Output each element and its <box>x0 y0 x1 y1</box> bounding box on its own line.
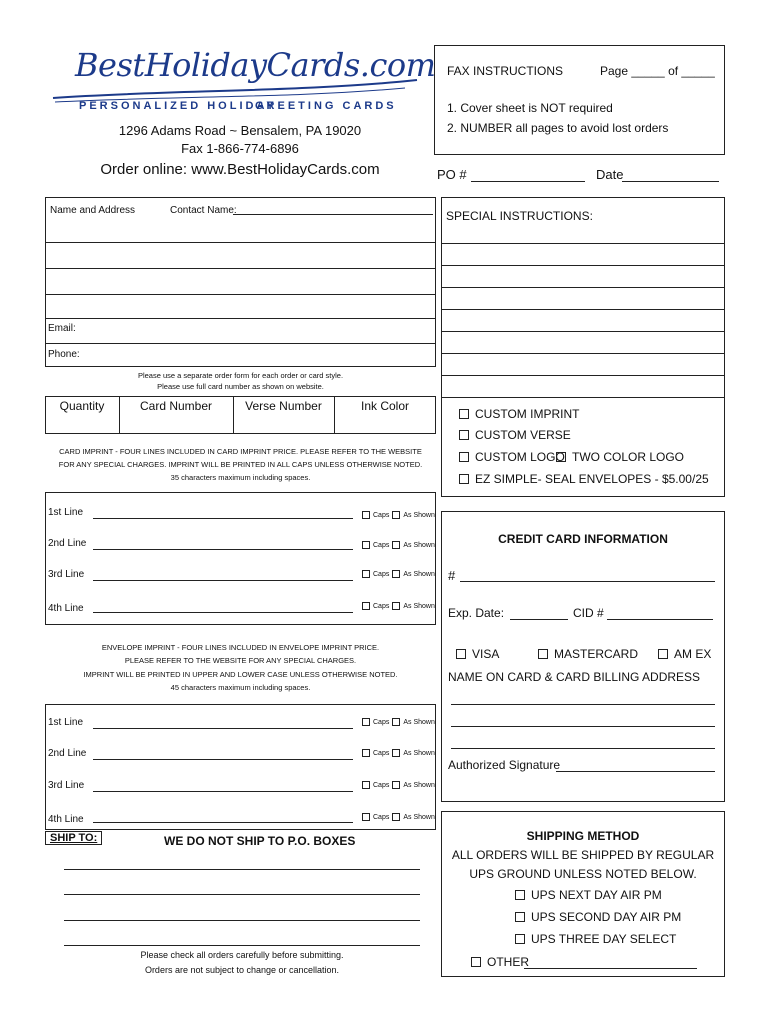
tagline-right: GREETING CARDS <box>255 100 397 112</box>
checkbox-icon[interactable] <box>362 570 370 578</box>
contact-name-field[interactable] <box>233 214 433 215</box>
card-imprint-text-2: FOR ANY SPECIAL CHARGES. IMPRINT WILL BE PRINTED IN ALL CAPS UNLESS OTHERWISE NOTED. <box>58 460 423 469</box>
divider <box>441 397 725 398</box>
cid-label: CID # <box>573 606 604 620</box>
as-shown-label: As Shown <box>403 813 435 821</box>
checkbox-icon[interactable] <box>556 452 566 462</box>
fax-note-2: 2. NUMBER all pages to avoid lost orders <box>447 121 669 135</box>
cid-field[interactable] <box>607 619 713 620</box>
check-orders-note: Please check all orders carefully before submitting. <box>140 950 344 960</box>
card-line-1-field[interactable] <box>93 518 353 519</box>
visa-label: VISA <box>472 647 500 661</box>
option-custom-imprint[interactable] <box>459 407 579 421</box>
checkbox-icon[interactable] <box>392 602 400 610</box>
envelope-line-2-field[interactable] <box>93 759 353 760</box>
envelope-line-2-options[interactable] <box>362 749 438 757</box>
envelope-line-1-label: 1st Line <box>48 717 84 728</box>
card-line-3-label: 3rd Line <box>48 569 85 580</box>
shipping-line-2: UPS GROUND UNLESS NOTED BELOW. <box>469 867 697 881</box>
option-label: CUSTOM IMPRINT <box>475 407 580 421</box>
divider <box>45 294 436 295</box>
envelope-line-2-label: 2nd Line <box>48 748 87 759</box>
checkbox-icon[interactable] <box>362 813 370 821</box>
checkbox-icon[interactable] <box>658 649 668 659</box>
divider <box>45 318 436 319</box>
divider <box>441 243 725 244</box>
divider <box>45 242 436 243</box>
checkbox-icon[interactable] <box>515 912 525 922</box>
as-shown-label: As Shown <box>403 511 435 519</box>
card-line-4-field[interactable] <box>93 612 353 613</box>
po-label: PO # <box>437 167 467 182</box>
no-po-boxes: WE DO NOT SHIP TO P.O. BOXES <box>164 834 356 848</box>
mastercard-option[interactable] <box>538 647 638 661</box>
billing-line-3[interactable] <box>451 748 715 749</box>
as-shown-label: As Shown <box>403 749 435 757</box>
po-field[interactable] <box>471 181 585 182</box>
full-card-number-note: Please use full card number as shown on website. <box>157 382 324 391</box>
envelope-imprint-text-1: ENVELOPE IMPRINT - FOUR LINES INCLUDED IN ENVELOPE IMPRINT PRICE. <box>101 643 380 652</box>
option-two-color-logo[interactable] <box>556 450 684 464</box>
option-custom-logo[interactable] <box>459 450 565 464</box>
caps-label: Caps <box>373 511 390 519</box>
checkbox-icon[interactable] <box>538 649 548 659</box>
envelope-imprint-text-2: PLEASE REFER TO THE WEBSITE FOR ANY SPECIAL CHARGES. <box>124 656 357 665</box>
card-line-4-label: 4th Line <box>48 603 84 614</box>
envelope-line-1-options[interactable] <box>362 718 438 726</box>
as-shown-label: As Shown <box>403 570 435 578</box>
option-custom-verse[interactable] <box>459 428 571 442</box>
fax-page-count: Page _____ of _____ <box>600 64 715 78</box>
contact-name-label: Contact Name: <box>170 205 237 216</box>
option-label: UPS SECOND DAY AIR PM <box>531 910 682 924</box>
card-number-field[interactable] <box>460 581 715 582</box>
as-shown-label: As Shown <box>403 718 435 726</box>
ups-three-day-option[interactable] <box>515 932 676 946</box>
option-ez-seal[interactable] <box>459 472 709 486</box>
billing-line-2[interactable] <box>451 726 715 727</box>
checkbox-icon[interactable] <box>362 602 370 610</box>
name-address-label: Name and Address <box>50 205 136 216</box>
divider <box>441 265 725 266</box>
envelope-line-3-field[interactable] <box>93 791 353 792</box>
option-label: TWO COLOR LOGO <box>572 450 685 464</box>
envelope-imprint-text-3: IMPRINT WILL BE PRINTED IN UPPER AND LOWER CASE UNLESS OTHERWISE NOTED. <box>83 670 398 679</box>
credit-card-title: CREDIT CARD INFORMATION <box>498 532 668 546</box>
caps-label: Caps <box>373 781 390 789</box>
ship-line-4[interactable] <box>64 945 420 946</box>
logo-text: BestHolidayCards.com <box>75 46 436 84</box>
option-label: CUSTOM LOGO <box>475 450 565 464</box>
ups-next-day-option[interactable] <box>515 888 662 902</box>
caps-label: Caps <box>373 749 390 757</box>
checkbox-icon[interactable] <box>459 474 469 484</box>
checkbox-icon[interactable] <box>392 511 400 519</box>
divider <box>441 331 725 332</box>
ship-line-1[interactable] <box>64 869 420 870</box>
card-line-1-options[interactable] <box>362 511 438 519</box>
checkbox-icon[interactable] <box>456 649 466 659</box>
separate-form-note: Please use a separate order form for each order or card style. <box>137 371 344 380</box>
as-shown-label: As Shown <box>403 602 435 610</box>
checkbox-icon[interactable] <box>362 749 370 757</box>
tagline-left: PERSONALIZED HOLIDAY <box>79 100 277 112</box>
envelope-line-1-field[interactable] <box>93 728 353 729</box>
as-shown-label: As Shown <box>403 541 435 549</box>
header-card-number: Card Number <box>139 399 213 413</box>
no-cancellation-note: Orders are not subject to change or cancellation. <box>144 965 340 975</box>
checkbox-icon[interactable] <box>362 718 370 726</box>
ship-line-3[interactable] <box>64 920 420 921</box>
checkbox-icon[interactable] <box>392 718 400 726</box>
checkbox-icon[interactable] <box>515 890 525 900</box>
company-fax: Fax 1-866-774-6896 <box>181 141 299 156</box>
order-online: Order online: www.BestHolidayCards.com <box>100 161 380 178</box>
envelope-line-4-options[interactable] <box>362 813 438 821</box>
checkbox-icon[interactable] <box>362 541 370 549</box>
other-label: OTHER <box>487 955 529 969</box>
option-label: EZ SIMPLE- SEAL ENVELOPES - $5.00/25 <box>475 472 709 486</box>
option-label: CUSTOM VERSE <box>475 428 571 442</box>
divider <box>45 343 436 344</box>
amex-option[interactable] <box>658 647 711 661</box>
divider <box>441 375 725 376</box>
signature-field[interactable] <box>556 771 715 772</box>
divider <box>441 353 725 354</box>
card-line-4-options[interactable] <box>362 602 438 610</box>
card-line-2-field[interactable] <box>93 549 353 550</box>
checkbox-icon[interactable] <box>515 934 525 944</box>
checkbox-icon[interactable] <box>392 570 400 578</box>
email-label: Email: <box>48 323 76 334</box>
card-line-1-label: 1st Line <box>48 507 84 518</box>
shipping-method-title: SHIPPING METHOD <box>526 829 640 843</box>
card-line-3-options[interactable] <box>362 570 438 578</box>
caps-label: Caps <box>373 602 390 610</box>
divider <box>441 309 725 310</box>
name-on-card-label: NAME ON CARD & CARD BILLING ADDRESS <box>448 670 701 684</box>
other-field[interactable] <box>524 968 697 969</box>
mastercard-label: MASTERCARD <box>554 647 639 661</box>
checkbox-icon[interactable] <box>471 957 481 967</box>
phone-label: Phone: <box>48 349 80 360</box>
divider <box>441 287 725 288</box>
ship-to-label <box>45 831 102 845</box>
header-quantity: Quantity <box>59 399 105 413</box>
visa-option[interactable] <box>456 647 499 661</box>
checkbox-icon[interactable] <box>362 511 370 519</box>
checkbox-icon[interactable] <box>392 781 400 789</box>
fax-title: FAX INSTRUCTIONS <box>447 64 564 78</box>
option-label: UPS NEXT DAY AIR PM <box>531 888 662 902</box>
card-line-2-label: 2nd Line <box>48 538 87 549</box>
envelope-imprint-text-4: 45 characters maximum including spaces. <box>170 683 311 692</box>
date-label: Date <box>596 167 624 182</box>
checkbox-icon[interactable] <box>459 430 469 440</box>
caps-label: Caps <box>373 570 390 578</box>
billing-line-1[interactable] <box>451 704 715 705</box>
header-ink-color: Ink Color <box>360 399 410 413</box>
checkbox-icon[interactable] <box>392 541 400 549</box>
card-line-3-field[interactable] <box>93 580 353 581</box>
checkbox-icon[interactable] <box>362 781 370 789</box>
card-number-label: # <box>448 568 456 583</box>
ship-to-text: SHIP TO: <box>50 832 98 844</box>
card-imprint-text-3: 35 characters maximum including spaces. <box>170 473 311 482</box>
card-line-2-options[interactable] <box>362 541 438 549</box>
as-shown-label: As Shown <box>403 781 435 789</box>
name-address-box <box>45 197 436 367</box>
other-option[interactable] <box>471 955 529 969</box>
company-address: 1296 Adams Road ~ Bensalem, PA 19020 <box>118 123 362 138</box>
signature-label: Authorized Signature <box>448 758 561 772</box>
divider <box>45 268 436 269</box>
checkbox-icon[interactable] <box>392 813 400 821</box>
envelope-line-3-label: 3rd Line <box>48 780 85 791</box>
caps-label: Caps <box>373 718 390 726</box>
caps-label: Caps <box>373 541 390 549</box>
exp-date-field[interactable] <box>510 619 568 620</box>
ship-line-2[interactable] <box>64 894 420 895</box>
checkbox-icon[interactable] <box>392 749 400 757</box>
checkbox-icon[interactable] <box>459 409 469 419</box>
ups-second-day-option[interactable] <box>515 910 681 924</box>
date-field[interactable] <box>622 181 719 182</box>
envelope-line-4-label: 4th Line <box>48 814 84 825</box>
header-verse-number: Verse Number <box>245 399 322 413</box>
fax-instructions-box <box>434 45 725 155</box>
logo <box>45 40 436 120</box>
fax-note-1: 1. Cover sheet is NOT required <box>447 101 613 115</box>
envelope-line-3-options[interactable] <box>362 781 438 789</box>
checkbox-icon[interactable] <box>459 452 469 462</box>
amex-label: AM EX <box>674 647 712 661</box>
shipping-line-1: ALL ORDERS WILL BE SHIPPED BY REGULAR <box>451 848 715 862</box>
option-label: UPS THREE DAY SELECT <box>531 932 677 946</box>
caps-label: Caps <box>373 813 390 821</box>
exp-date-label: Exp. Date: <box>448 606 505 620</box>
card-imprint-text-1: CARD IMPRINT - FOUR LINES INCLUDED IN CARD IMPRINT PRICE. PLEASE REFER TO THE WEBSITE <box>59 447 422 456</box>
envelope-line-4-field[interactable] <box>93 822 353 823</box>
special-instructions-label: SPECIAL INSTRUCTIONS: <box>446 209 593 223</box>
